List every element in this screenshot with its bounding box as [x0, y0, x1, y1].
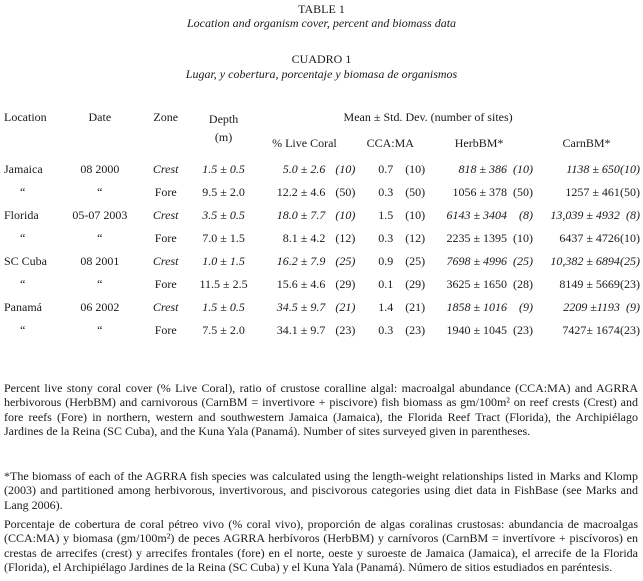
table-row: [4, 231, 640, 254]
table-row: [4, 300, 640, 323]
row-date: “: [97, 277, 103, 291]
header-herb-bm: HerbBM*: [454, 136, 504, 150]
row-herb-bm-n: (10): [513, 231, 534, 245]
row-cca-ma: 0.1: [378, 277, 394, 291]
row-carn-bm-n: (9): [626, 300, 640, 314]
row-cca-ma-n: (23): [405, 323, 426, 337]
row-carn-bm: 1257 ± 461: [565, 185, 620, 199]
row-location: SC Cuba: [4, 254, 48, 268]
row-carn-bm: 1138 ± 650: [566, 162, 620, 176]
table-title-en: TABLE 1: [298, 2, 345, 16]
header-depth: [194, 106, 254, 156]
row-live-coral-n: (25): [335, 254, 356, 268]
row-carn-bm: 7427± 1674: [562, 323, 620, 337]
row-zone: Crest: [152, 208, 179, 222]
row-location: Jamaica: [4, 162, 43, 176]
header-location: Location: [4, 110, 47, 124]
row-carn-bm-n: (10): [620, 162, 640, 176]
data-table: [4, 106, 640, 346]
header-depth-label: Depth: [208, 112, 239, 126]
table-row: [4, 323, 640, 346]
header-carn-bm: CarnBM*: [562, 136, 611, 150]
row-carn-bm: 2209 ±1193: [563, 300, 620, 314]
row-herb-bm: 3625 ± 1650: [446, 277, 508, 291]
row-depth: 11.5 ± 2.5: [199, 277, 248, 291]
row-live-coral: 18.0 ± 7.7: [276, 208, 326, 222]
row-herb-bm: 1056 ± 378: [452, 185, 508, 199]
caption-en: Percent live stony coral cover (% Live Coral), ratio of crustose coralline algal: macroalgal abundance (CCA:MA) and AGRRA herbivorous (HerbBM) and carnivorous (CarnBM = invertivore + piscivore) fish biomass as gm/100m² on reef crests (Crest) and fore reefs (Fore) in northern, western and southwestern Jamaica (Jamaica), the Florida Reef Tract (Florida), the Archipiélago Jardines de la Reina (SC Cuba), and the Kuna Yala (Panamá). Number of sites surveyed given in parentheses.: [4, 381, 638, 439]
row-cca-ma-n: (10): [405, 162, 426, 176]
row-carn-bm-n: (8): [626, 208, 640, 222]
row-live-coral: 12.2 ± 4.6: [276, 185, 326, 199]
row-depth: 1.5 ± 0.5: [202, 162, 245, 176]
table-title-es: CUADRO 1: [291, 52, 352, 66]
table-row: [4, 185, 640, 208]
row-live-coral: 16.2 ± 7.9: [276, 254, 326, 268]
row-herb-bm-n: (8): [519, 208, 534, 222]
row-location: Florida: [4, 208, 39, 222]
header-live-coral: % Live Coral: [272, 136, 337, 150]
row-live-coral-n: (21): [335, 300, 356, 314]
row-cca-ma-n: (10): [405, 208, 426, 222]
row-herb-bm-n: (25): [513, 254, 534, 268]
row-live-coral: 8.1 ± 4.2: [282, 231, 326, 245]
row-live-coral-n: (12): [335, 231, 356, 245]
header-date: Date: [88, 110, 112, 124]
row-herb-bm-n: (50): [513, 185, 534, 199]
row-herb-bm-n: (10): [513, 162, 534, 176]
row-zone: Crest: [152, 254, 179, 268]
row-location: “: [20, 277, 26, 291]
row-herb-bm: 818 ± 386: [458, 162, 508, 176]
row-live-coral: 34.1 ± 9.7: [276, 323, 326, 337]
row-cca-ma: 1.5: [378, 208, 394, 222]
row-depth: 1.5 ± 0.5: [202, 300, 245, 314]
row-herb-bm-n: (28): [513, 277, 534, 291]
row-live-coral-n: (10): [335, 208, 356, 222]
row-cca-ma: 0.9: [378, 254, 394, 268]
row-cca-ma: 0.7: [378, 162, 394, 176]
header-zone: Zone: [153, 110, 179, 124]
row-live-coral: 34.5 ± 9.7: [276, 300, 326, 314]
row-zone: Fore: [154, 231, 177, 245]
row-location: “: [20, 323, 26, 337]
table-row: [4, 277, 640, 300]
row-carn-bm: 6437 ± 4726: [559, 231, 620, 245]
row-cca-ma: 0.3: [378, 231, 394, 245]
row-date: “: [97, 231, 103, 245]
row-cca-ma-n: (12): [405, 231, 426, 245]
row-date: 06 2002: [80, 300, 120, 314]
row-herb-bm-n: (23): [513, 323, 534, 337]
row-carn-bm-n: (25): [620, 254, 640, 268]
row-zone: Crest: [152, 300, 179, 314]
row-depth: 3.5 ± 0.5: [202, 208, 245, 222]
row-cca-ma: 0.3: [378, 323, 394, 337]
row-location: Panamá: [4, 300, 42, 314]
row-cca-ma: 1.4: [378, 300, 394, 314]
row-date: “: [97, 185, 103, 199]
row-live-coral-n: (29): [335, 277, 356, 291]
row-carn-bm: 13,039 ± 4932: [550, 208, 620, 222]
row-cca-ma-n: (25): [405, 254, 426, 268]
header-cca-ma: CCA:MA: [366, 136, 414, 150]
row-carn-bm-n: (23): [620, 323, 640, 337]
header-mean-group: Mean ± Std. Dev. (number of sites): [343, 110, 513, 124]
row-live-coral-n: (50): [335, 185, 356, 199]
row-date: 08 2001: [80, 254, 120, 268]
row-cca-ma-n: (50): [405, 185, 426, 199]
table-row: [4, 254, 640, 277]
row-zone: Fore: [154, 277, 177, 291]
row-carn-bm-n: (23): [620, 277, 640, 291]
table-subtitle-es: Lugar, y cobertura, porcentaje y biomasa de organismos: [185, 67, 458, 81]
row-depth: 7.0 ± 1.5: [202, 231, 245, 245]
row-carn-bm-n: (10): [620, 231, 640, 245]
row-depth: 9.5 ± 2.0: [202, 185, 245, 199]
row-live-coral-n: (23): [335, 323, 356, 337]
row-date: “: [97, 323, 103, 337]
row-herb-bm: 1858 ± 1016: [446, 300, 508, 314]
row-zone: Fore: [154, 185, 177, 199]
table-row: [4, 162, 640, 185]
footnote-en: *The biomass of each of the AGRRA fish species was calculated using the length-weight relationships listed in Marks and Klomp (2003) and partitioned among herbivorous, invertivorous, and piscivorous categories using diet data in FishBase (see Marks and Lang 2006).: [4, 469, 638, 512]
row-herb-bm: 7698 ± 4996: [446, 254, 508, 268]
row-location: “: [20, 231, 26, 245]
table-row: [4, 208, 640, 231]
row-depth: 7.5 ± 2.0: [202, 323, 245, 337]
row-herb-bm-n: (9): [519, 300, 534, 314]
row-depth: 1.0 ± 1.5: [202, 254, 245, 268]
row-cca-ma-n: (29): [405, 277, 426, 291]
row-carn-bm: 10,382 ± 6894: [550, 254, 620, 268]
row-herb-bm: 6143 ± 3404: [446, 208, 508, 222]
row-herb-bm: 2235 ± 1395: [446, 231, 508, 245]
row-date: 05-07 2003: [72, 208, 128, 222]
table-subtitle-en: Location and organism cover, percent and biomass data: [186, 16, 457, 30]
row-date: 08 2000: [80, 162, 120, 176]
row-carn-bm-n: (50): [620, 185, 640, 199]
row-live-coral: 15.6 ± 4.6: [276, 277, 326, 291]
row-zone: Fore: [154, 323, 177, 337]
row-herb-bm: 1940 ± 1045: [446, 323, 508, 337]
caption-es: Porcentaje de cobertura de coral pétreo vivo (% coral vivo), proporción de algas coralinas crustosas: abundancia de macroalgas (CCA:MA) y biomasa (gm/100m²) de peces AGRRA herbívoros (HerbBM) y carnívoros (CarnBM = invertívore + piscívoros) en crestas de arrecifes (crest) y arrecifes frontales (fore) en el norte, oeste y suroeste de Jamaica (Jamaica), el arrecife de la Florida (Florida), el Archipiélago Jardines de la Reina (SC Cuba) y el Kuna Yala (Panamá). Número de sitios estudiados en paréntesis.: [4, 517, 638, 575]
row-location: “: [20, 185, 26, 199]
row-carn-bm: 8149 ± 5669: [559, 277, 620, 291]
row-live-coral-n: (10): [335, 162, 356, 176]
row-cca-ma: 0.3: [378, 185, 394, 199]
header-depth-unit: (m): [214, 130, 233, 144]
row-zone: Crest: [152, 162, 179, 176]
row-live-coral: 5.0 ± 2.6: [282, 162, 326, 176]
row-cca-ma-n: (21): [405, 300, 426, 314]
